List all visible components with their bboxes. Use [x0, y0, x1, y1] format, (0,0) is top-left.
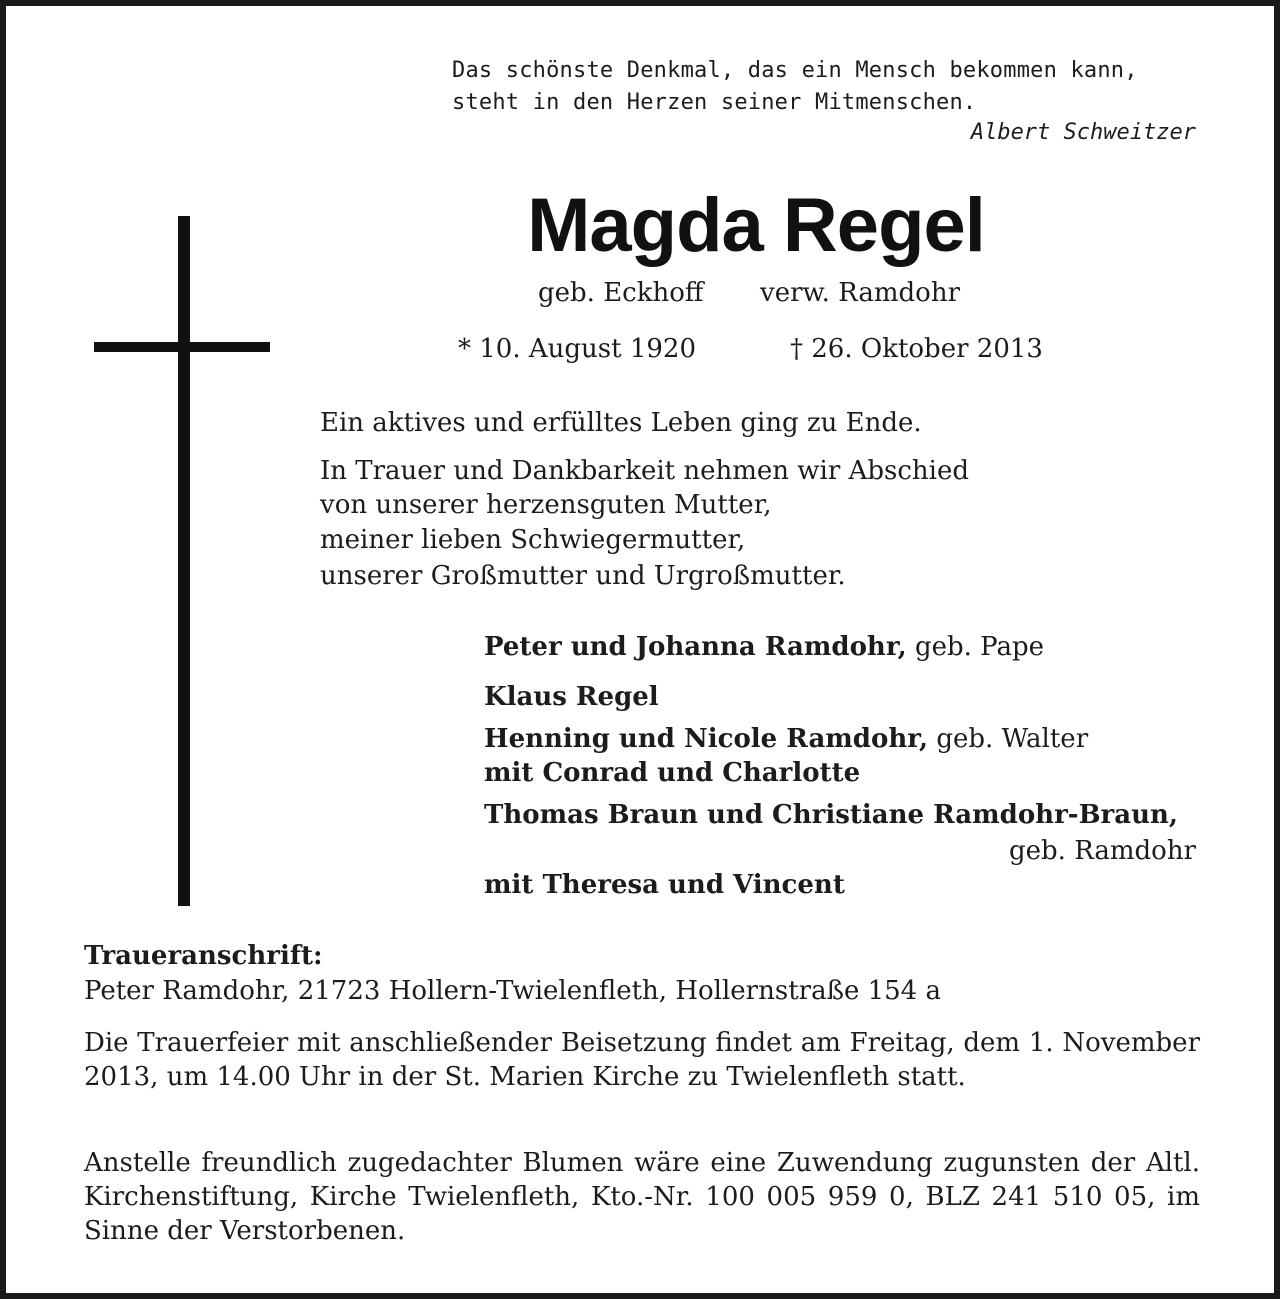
family-entry-3-children: [484, 758, 860, 788]
maiden-name: geb. Eckhoff: [538, 278, 704, 308]
family-entry-3-names: Henning und Nicole Ramdohr,: [484, 724, 929, 754]
family-entry-1-note: geb. Pape: [906, 632, 1045, 662]
family-entry-4-children: [484, 870, 845, 900]
address-text: Peter Ramdohr, 21723 Hollern-Twielenfleth, Hollernstraße 154 a: [84, 976, 941, 1006]
text-line-5: unserer Großmutter und Urgroßmutter.: [320, 561, 846, 591]
deceased-name: Magda Regel: [527, 183, 985, 268]
text-line-4: meiner lieben Schwiegermutter,: [320, 525, 746, 555]
address-label: Traueranschrift:: [84, 941, 323, 971]
cross-icon-vertical-bar: [178, 216, 190, 906]
motto-line-1: Das schönste Denkmal, das ein Mensch bekommen kann,: [452, 58, 1138, 83]
motto-line-2: steht in den Herzen seiner Mitmenschen.: [452, 90, 977, 115]
family-entry-4-note: geb. Ramdohr: [1008, 836, 1196, 866]
birth-date: * 10. August 1920: [458, 334, 697, 364]
donation-paragraph: Anstelle freundlich zugedachter Blumen wäre eine Zuwendung zugunsten der Altl. Kirchenstiftung, Kirche Twielenfleth, Kto.-Nr. 100 005 959 0, BLZ 241 510 05, im Sinne der Verstorbenen.: [84, 1148, 1200, 1246]
family-entry-3-note: geb. Walter: [928, 724, 1089, 754]
family-entry-4-names: Thomas Braun und Christiane Ramdohr-Braun,: [484, 800, 1178, 830]
text-line-1: Ein aktives und erfülltes Leben ging zu Ende.: [320, 408, 922, 438]
cross-icon-horizontal-bar: [94, 342, 270, 352]
widowed-name: verw. Ramdohr: [760, 278, 961, 308]
motto-author: Albert Schweitzer: [970, 120, 1196, 145]
text-line-3: von unserer herzensguten Mutter,: [320, 490, 772, 520]
family-entry-3-children-names: mit Conrad und Charlotte: [484, 758, 861, 788]
family-entry-3: [484, 724, 1088, 754]
family-entry-4: [484, 800, 1178, 830]
family-entry-1-names: Peter und Johanna Ramdohr,: [484, 632, 907, 662]
ceremony-paragraph: Die Trauerfeier mit anschließender Beisetzung findet am Freitag, dem 1. November 2013, um 14.00 Uhr in der St. Marien Kirche zu Twielenfleth statt.: [84, 1028, 1200, 1092]
family-entry-1: [484, 632, 1044, 662]
family-entry-2-names: Klaus Regel: [484, 682, 659, 712]
death-date: † 26. Oktober 2013: [790, 334, 1043, 364]
family-entry-2: [484, 682, 659, 712]
family-entry-4-children-names: mit Theresa und Vincent: [484, 870, 845, 900]
text-line-2: In Trauer und Dankbarkeit nehmen wir Abschied: [320, 456, 969, 486]
